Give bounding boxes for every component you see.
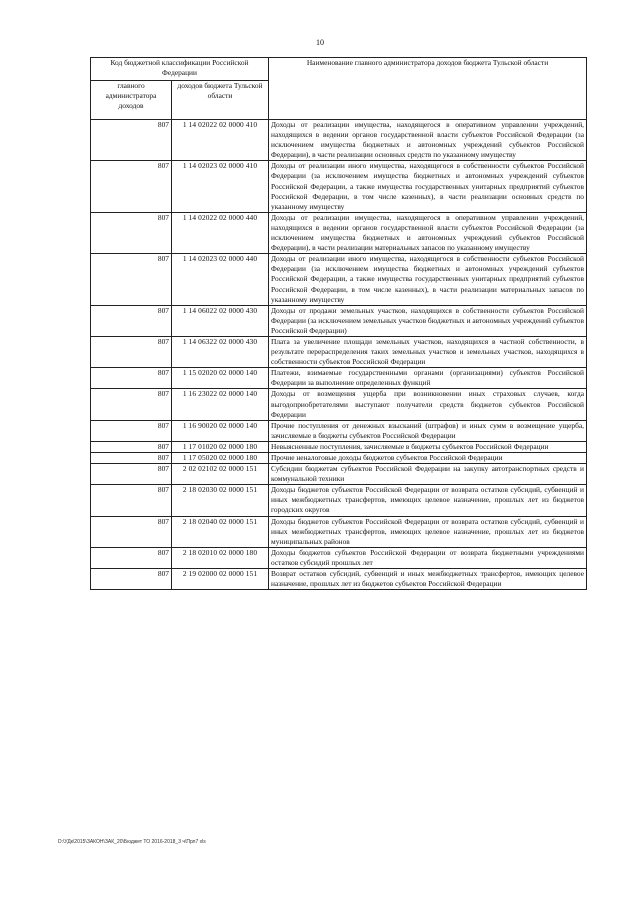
admin-code: 807 [91,485,172,516]
revenue-code: 1 16 90020 02 0000 140 [172,420,269,441]
admin-code: 807 [91,569,172,590]
revenue-code: 2 19 02000 02 0000 151 [172,569,269,590]
revenue-code: 1 16 23022 02 0000 140 [172,389,269,420]
revenue-name: Прочие поступления от денежных взысканий (штрафов) и иных сумм в возмещение ущерба, зачисляемые в бюджеты субъектов Российской Федерации [269,420,587,441]
table-row [91,547,587,568]
revenue-code: 2 18 02030 02 0000 151 [172,485,269,516]
revenue-name: Доходы от реализации имущества, находящегося в оперативном управлении учреждений, находящихся в ведении органов государственной власти субъектов Российской Федерации (за исключением имущества бюджетных и автономных учреждений субъектов Российской Федерации), в части реализации основных средств по указанному имуществу [269,120,587,161]
revenue-code: 1 17 05020 02 0000 180 [172,453,269,464]
admin-code: 807 [91,305,172,336]
admin-code: 807 [91,547,172,568]
table-row [91,120,587,161]
revenue-code: 2 18 02010 02 0000 180 [172,547,269,568]
table-row [91,485,587,516]
revenue-code: 1 14 02023 02 0000 440 [172,254,269,305]
table-row [91,305,587,336]
table-row [91,453,587,464]
revenue-code: 1 14 02022 02 0000 440 [172,212,269,253]
budget-revenue-table [90,57,587,590]
table-row [91,368,587,389]
revenue-name: Доходы бюджетов субъектов Российской Федерации от возврата остатков субсидий, субвенций и иных межбюджетных трансфертов, имеющих целевое назначение, прошлых лет из бюджетов муниципальных районов [269,516,587,547]
footer-file-path: D:\УДк\2015\ЗАКОН\ЗАК_20\Бюджет ТО 2016-2018_3 ч\Прл7 xls [58,839,206,845]
table-row [91,254,587,305]
header-admin-name: Наименование главного администратора доходов бюджета Тульской области [269,58,587,120]
admin-code: 807 [91,368,172,389]
table-row [91,161,587,212]
admin-code: 807 [91,464,172,485]
header-admin-code: главного администратора доходов [91,81,172,120]
revenue-name: Доходы бюджетов субъектов Российской Федерации от возврата остатков субсидий, субвенций и иных межбюджетных трансфертов, имеющих целевое назначение, прошлых лет из бюджетов городских округов [269,485,587,516]
revenue-name: Платежи, взимаемые государственными органами (организациями) субъектов Российской Федерации за выполнение определенных функций [269,368,587,389]
revenue-name: Доходы от продажи земельных участков, находящихся в собственности субъектов Российской Федерации (за исключением земельных участков бюджетных и автономных учреждений субъектов Российской Федерации) [269,305,587,336]
table-header-row [91,58,587,81]
admin-code: 807 [91,420,172,441]
admin-code: 807 [91,212,172,253]
admin-code: 807 [91,336,172,367]
table-row [91,441,587,452]
revenue-name: Плата за увеличение площади земельных участков, находящихся в частной собственности, в результате перераспределения таких земельных участков и земельных участков, находящихся в собственности субъектов Российской Федерации [269,336,587,367]
revenue-code: 1 14 06022 02 0000 430 [172,305,269,336]
table-row [91,516,587,547]
revenue-code: 1 15 02020 02 0000 140 [172,368,269,389]
revenue-name: Возврат остатков субсидий, субвенций и иных межбюджетных трансфертов, имеющих целевое назначение, прошлых лет из бюджетов субъектов Российской Федерации [269,569,587,590]
revenue-code: 2 02 02102 02 0000 151 [172,464,269,485]
table-row [91,212,587,253]
revenue-code: 1 14 06322 02 0000 430 [172,336,269,367]
admin-code: 807 [91,441,172,452]
revenue-code: 1 17 01020 02 0000 180 [172,441,269,452]
admin-code: 807 [91,254,172,305]
admin-code: 807 [91,389,172,420]
admin-code: 807 [91,161,172,212]
admin-code: 807 [91,516,172,547]
revenue-code: 1 14 02022 02 0000 410 [172,120,269,161]
revenue-name: Доходы бюджетов субъектов Российской Федерации от возврата бюджетными учреждениями остатков субсидий прошлых лет [269,547,587,568]
revenue-name: Невыясненные поступления, зачисляемые в бюджеты субъектов Российской Федерации [269,441,587,452]
table-row [91,336,587,367]
revenue-name: Субсидии бюджетам субъектов Российской Федерации на закупку автотранспортных средств и коммунальной техники [269,464,587,485]
table-row [91,420,587,441]
revenue-code: 1 14 02023 02 0000 410 [172,161,269,212]
revenue-name: Доходы от реализации имущества, находящегося в оперативном управлении учреждений, находящихся в ведении органов государственной власти субъектов Российской Федерации (за исключением имущества бюджетных и автономных учреждений субъектов Российской Федерации), в части реализации материальных запасов по указанному имуществу [269,212,587,253]
revenue-name: Прочие неналоговые доходы бюджетов субъектов Российской Федерации [269,453,587,464]
revenue-code: 2 18 02040 02 0000 151 [172,516,269,547]
revenue-name: Доходы от реализации иного имущества, находящегося в собственности субъектов Российской Федерации (за исключением имущества бюджетных и автономных учреждений субъектов Российской Федерации, а также имущества государственных унитарных предприятий субъектов Российской Федерации, в том числе казенных), в части реализации материальных запасов по указанному имуществу [269,254,587,305]
table-row [91,464,587,485]
header-revenue-code: доходов бюджета Тульской области [172,81,269,120]
table-row [91,389,587,420]
page-number: 10 [316,38,324,47]
revenue-name: Доходы от реализации иного имущества, находящегося в собственности субъектов Российской Федерации (за исключением имущества бюджетных и автономных учреждений субъектов Российской Федерации, а также имущества государственных унитарных предприятий субъектов Российской Федерации, в том числе казенных), в части реализации основных средств по указанному имуществу [269,161,587,212]
admin-code: 807 [91,120,172,161]
revenue-name: Доходы от возмещения ущерба при возникновении иных страховых случаев, когда выгодоприобретателями выступают получатели средств бюджетов субъектов Российской Федерации [269,389,587,420]
table-row [91,569,587,590]
admin-code: 807 [91,453,172,464]
header-code-group: Код бюджетной классификации Российской Федерации [91,58,269,81]
